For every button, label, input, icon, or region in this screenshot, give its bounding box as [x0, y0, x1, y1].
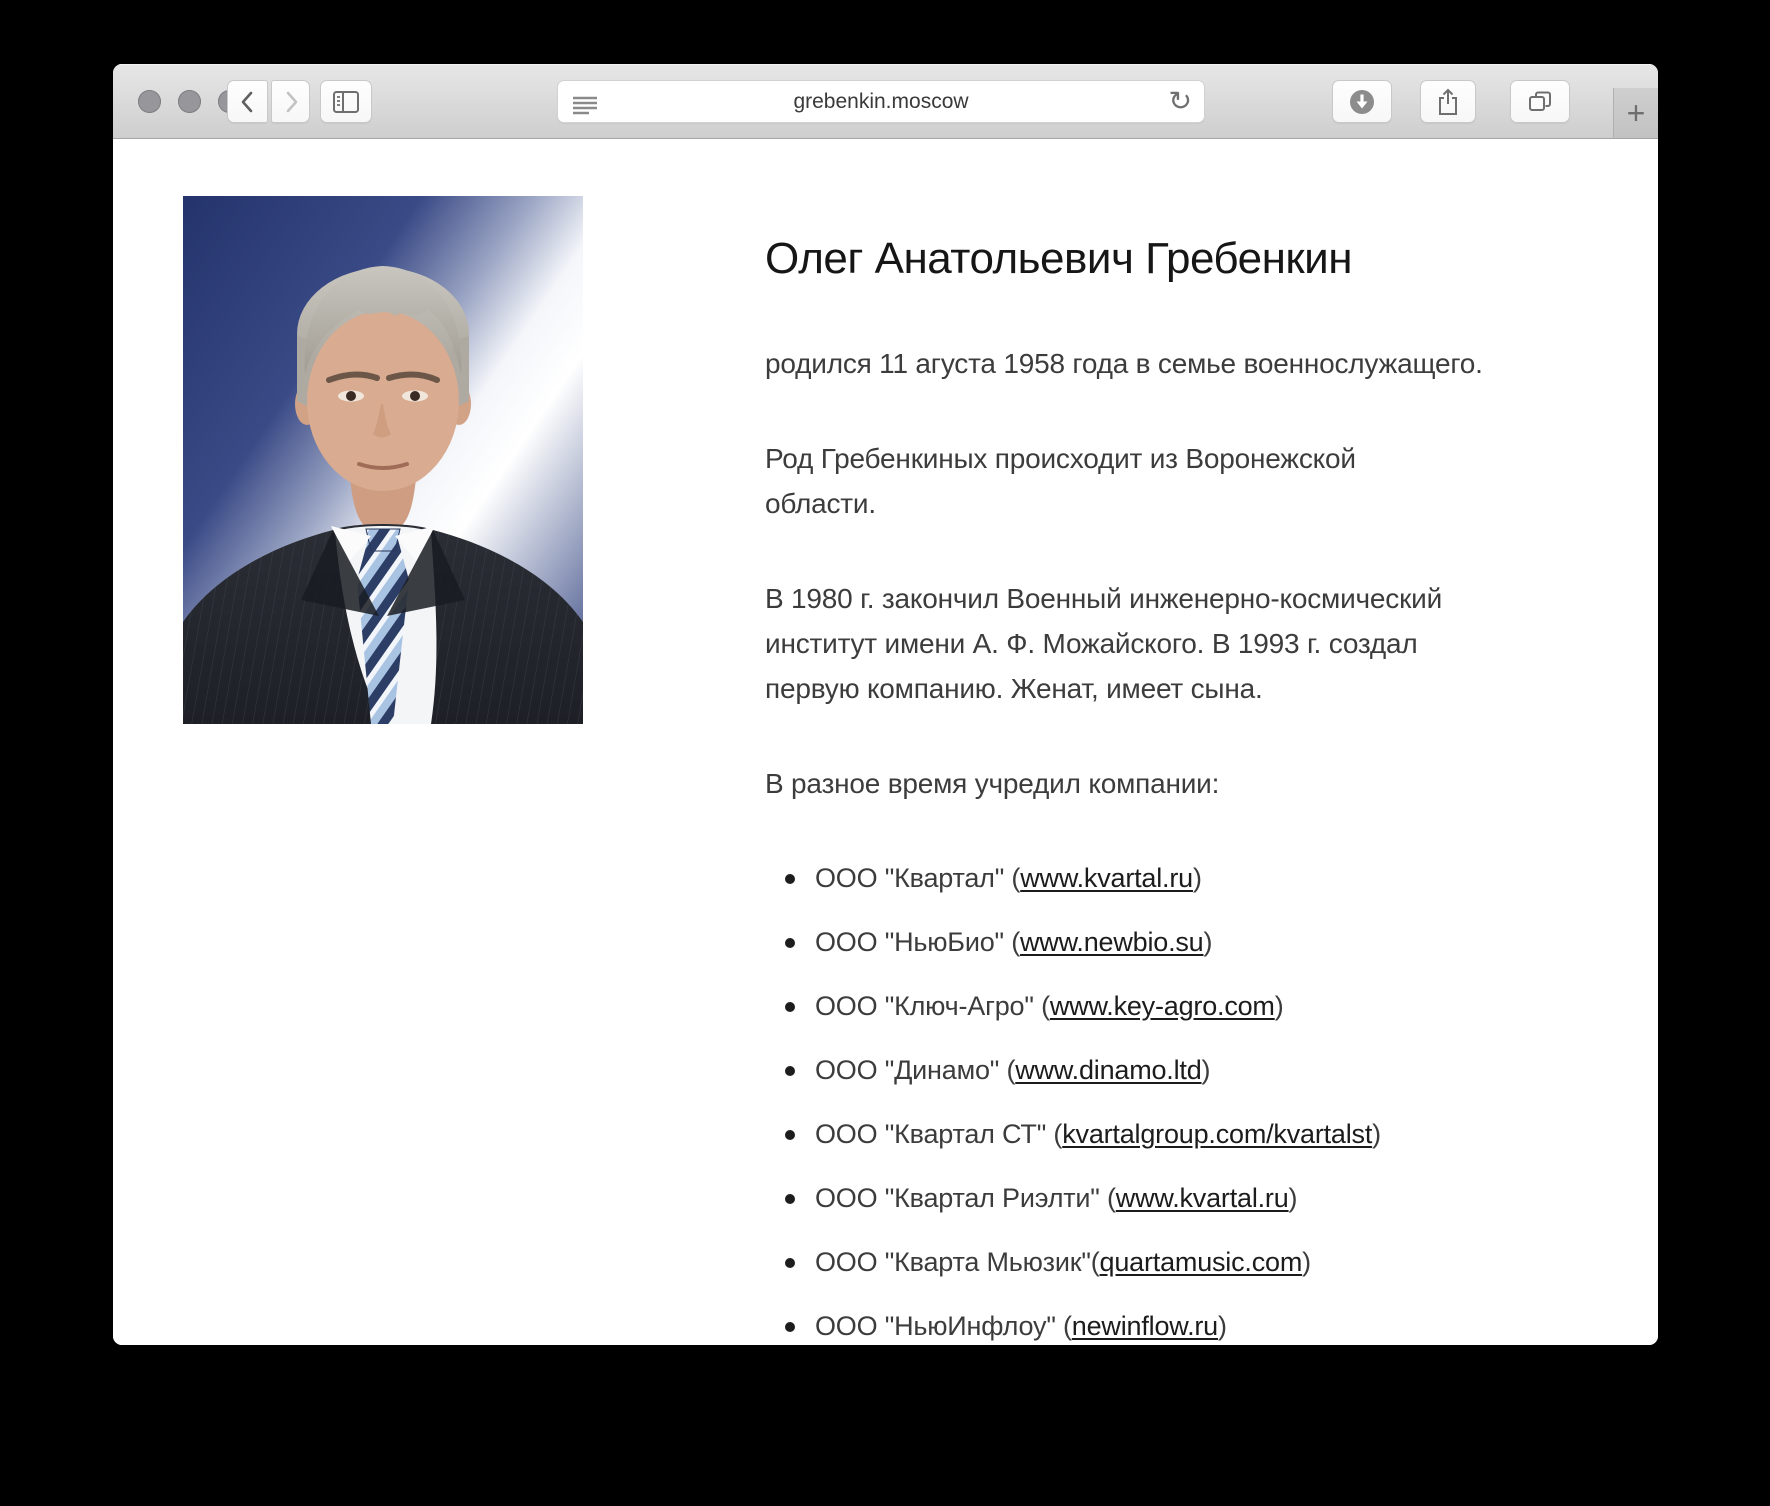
window-controls: [138, 90, 241, 113]
bio-paragraph: Род Гребенкиных происходит из Воронежской области.: [765, 443, 1356, 519]
sidebar-button[interactable]: [320, 80, 372, 123]
minimize-button[interactable]: [178, 90, 201, 113]
company-suffix: ): [1302, 1247, 1311, 1277]
bio-paragraph: В 1980 г. закончил Военный инженерно-космический институт имени А. Ф. Можайского. В 1993 г. создал первую компанию. Женат, имеет сына.: [765, 583, 1443, 704]
company-link[interactable]: quartamusic.com: [1099, 1247, 1303, 1277]
bullet-icon: [785, 1130, 795, 1140]
company-suffix: ): [1217, 1311, 1227, 1341]
bullet-icon: [785, 1258, 795, 1268]
bullet-icon: [785, 874, 795, 884]
company-link[interactable]: kvartalgroup.com/kvartalst: [1062, 1119, 1373, 1149]
company-name: ООО "НьюИнфлоу" (: [815, 1311, 1072, 1341]
company-list-item: [765, 1176, 1617, 1221]
company-name: ООО "Квартал" (: [815, 863, 1021, 893]
company-link[interactable]: www.newbio.su: [1020, 927, 1204, 957]
browser-toolbar: [113, 64, 1658, 139]
new-tab-button[interactable]: +: [1613, 88, 1658, 138]
bullet-icon: [785, 938, 795, 948]
company-link[interactable]: newinflow.ru: [1071, 1311, 1218, 1341]
page-title: Олег Анатольевич Гребенкин: [765, 234, 1353, 283]
company-link[interactable]: www.kvartal.ru: [1115, 1183, 1289, 1213]
company-list-item: [765, 1048, 1617, 1093]
company-list-item: [765, 1112, 1617, 1157]
company-name: ООО "Кварта Мьюзик"(: [815, 1247, 1100, 1277]
company-name: ООО "Ключ-Агро" (: [815, 991, 1050, 1021]
companies-list: [765, 856, 1617, 1345]
reader-icon[interactable]: [570, 92, 600, 118]
company-suffix: ): [1288, 1183, 1298, 1213]
company-list-item: [765, 1304, 1617, 1345]
tabs-overview-button[interactable]: [1510, 80, 1570, 123]
share-button[interactable]: [1420, 80, 1476, 123]
company-name: ООО "Динамо" (: [815, 1055, 1016, 1085]
reload-button[interactable]: ↻: [1165, 82, 1197, 121]
close-button[interactable]: [138, 90, 161, 113]
chevron-left-icon: [235, 88, 261, 116]
address-bar[interactable]: [557, 80, 1205, 123]
share-icon: [1435, 87, 1461, 117]
company-link[interactable]: www.kvartal.ru: [1020, 863, 1193, 893]
bullet-icon: [785, 1002, 795, 1012]
profile-photo: [183, 196, 583, 724]
bio-paragraph: родился 11 агуста 1958 года в семье военнослужащего.: [765, 348, 1483, 379]
company-list-item: [765, 984, 1617, 1029]
company-suffix: ): [1203, 927, 1213, 957]
portrait-illustration: [183, 196, 583, 724]
back-button[interactable]: [227, 80, 268, 123]
sidebar-icon: [331, 89, 361, 115]
company-name: ООО "НьюБио" (: [815, 927, 1020, 957]
bio-column: [765, 139, 1617, 1345]
company-list-item: [765, 856, 1617, 901]
download-icon: [1348, 88, 1376, 116]
company-list-item: [765, 1240, 1617, 1285]
company-list-item: [765, 920, 1617, 965]
forward-button[interactable]: [271, 80, 310, 123]
page-content: [113, 139, 1658, 1345]
company-name: ООО "Квартал СТ" (: [815, 1119, 1063, 1149]
bullet-icon: [785, 1322, 795, 1332]
company-suffix: ): [1201, 1055, 1211, 1085]
company-name: ООО "Квартал Риэлти" (: [815, 1183, 1116, 1213]
bullet-icon: [785, 1066, 795, 1076]
bullet-icon: [785, 1194, 795, 1204]
company-link[interactable]: www.dinamo.ltd: [1015, 1055, 1202, 1085]
url-text: grebenkin.moscow: [793, 89, 969, 113]
tabs-icon: [1526, 89, 1554, 115]
company-suffix: ): [1192, 863, 1202, 893]
chevron-right-icon: [278, 88, 304, 116]
company-suffix: ): [1372, 1119, 1381, 1149]
browser-window: [113, 64, 1658, 1345]
downloads-button[interactable]: [1332, 80, 1392, 123]
companies-intro: В разное время учредил компании:: [765, 768, 1220, 799]
company-link[interactable]: www.key-agro.com: [1049, 991, 1275, 1021]
company-suffix: ): [1274, 991, 1284, 1021]
